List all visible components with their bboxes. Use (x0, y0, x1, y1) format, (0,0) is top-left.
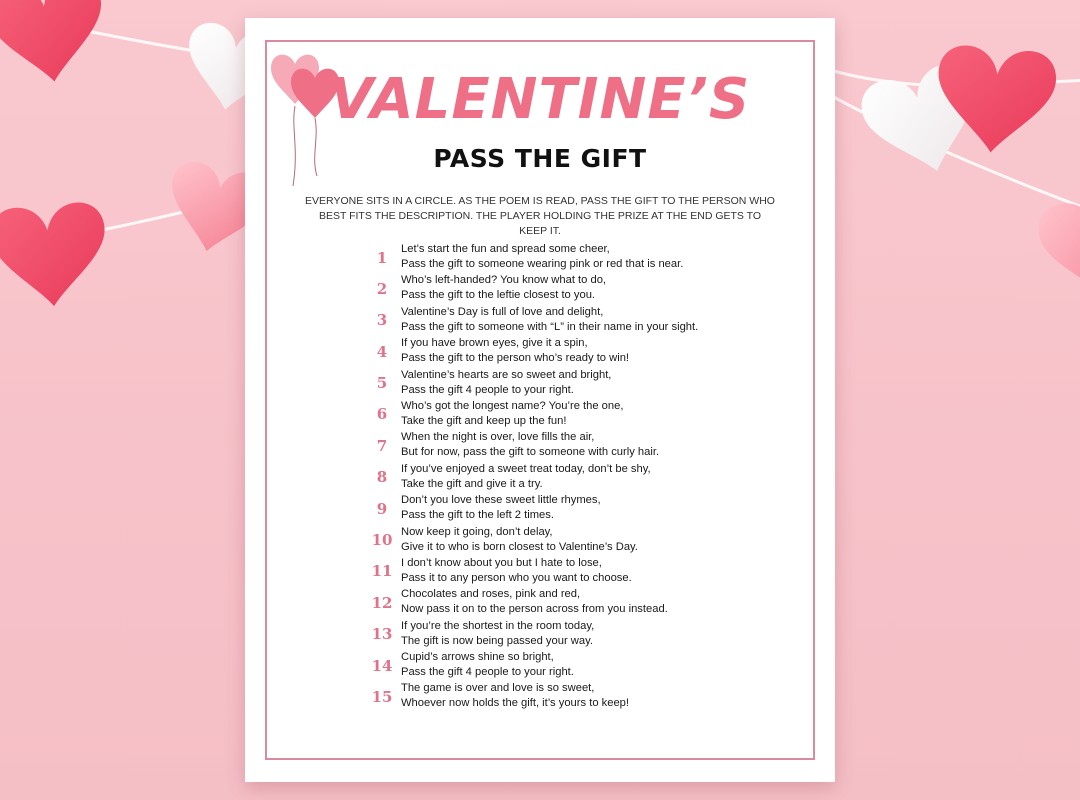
verse-line: Pass the gift to the leftie closest to you. (401, 289, 596, 302)
verse-line: But for now, pass the gift to someone with curly hair. (401, 446, 660, 459)
verse-number: 3 (376, 311, 388, 330)
verse-line: Cupid’s arrows shine so bright, (401, 651, 554, 664)
page-subtitle: PASS THE GIFT (433, 144, 647, 173)
verse-item (373, 242, 813, 273)
verse-line: Pass the gift 4 people to your right. (401, 666, 574, 679)
verse-line: Chocolates and roses, pink and red, (401, 588, 581, 601)
verse-item (373, 399, 813, 430)
instructions-line: BEST FITS THE DESCRIPTION. THE PLAYER HOLDING THE PRIZE AT THE END GETS TO KEEP IT. (318, 210, 762, 237)
verse-line: I don’t know about you but I hate to lose, (401, 556, 602, 569)
verse-item (373, 650, 813, 681)
game-card (245, 18, 835, 782)
verse-number: 1 (376, 248, 388, 267)
verse-number: 7 (376, 436, 388, 455)
verse-line: The game is over and love is so sweet, (401, 682, 595, 695)
verse-item (373, 305, 813, 336)
verse-line: If you’ve enjoyed a sweet treat today, don’t be shy, (401, 462, 651, 475)
verse-line: Pass the gift 4 people to your right. (401, 383, 574, 396)
verse-item (373, 681, 813, 712)
verse-line: Pass the gift to someone wearing pink or red that is near. (401, 258, 684, 270)
verse-line: Valentine’s Day is full of love and delight, (401, 305, 604, 318)
verse-line: The gift is now being passed your way. (401, 634, 593, 647)
verse-number: 15 (371, 687, 393, 706)
verse-item (373, 462, 813, 493)
verse-number: 5 (376, 374, 388, 393)
verse-line: Let’s start the fun and spread some cheer, (401, 243, 610, 255)
verse-line: Take the gift and keep up the fun! (401, 414, 567, 427)
verse-item (373, 336, 813, 367)
verse-number: 6 (376, 405, 388, 424)
page-title: VALENTINE’S (329, 67, 751, 132)
verse-line: Now keep it going, don’t delay, (401, 525, 553, 538)
verse-item (373, 525, 813, 556)
verse-line: Pass the gift to the person who’s ready to win! (401, 352, 630, 365)
instructions (305, 194, 775, 239)
verse-line: If you have brown eyes, give it a spin, (401, 337, 588, 350)
verse-number: 4 (376, 342, 388, 361)
verse-line: Pass the gift to someone with “L” in their name in your sight. (401, 320, 699, 333)
verse-list (373, 242, 813, 713)
verse-number: 2 (376, 279, 388, 298)
verse-line: If you’re the shortest in the room today, (401, 619, 595, 632)
verse-number: 8 (376, 468, 388, 487)
verse-item (373, 430, 813, 461)
verse-line: Give it to who is born closest to Valentine’s Day. (401, 540, 638, 553)
verse-line: Now pass it on to the person across from you instead. (401, 603, 668, 616)
verse-line: When the night is over, love fills the air, (401, 431, 595, 444)
verse-line: Who’s got the longest name? You’re the one, (401, 399, 624, 412)
verse-item (373, 493, 813, 524)
verse-line: Valentine’s hearts are so sweet and bright, (401, 368, 612, 381)
verse-number: 9 (376, 499, 388, 518)
verse-item (373, 556, 813, 587)
verse-item (373, 587, 813, 618)
verse-number: 13 (371, 625, 393, 644)
heart-icon (0, 200, 111, 311)
heart-icon (0, 0, 111, 89)
verse-number: 11 (371, 562, 393, 581)
verse-item (373, 273, 813, 304)
verse-number: 14 (371, 656, 393, 675)
heart-icon (1034, 188, 1080, 308)
verse-line: Whoever now holds the gift, it’s yours to keep! (401, 697, 630, 710)
verse-number: 10 (371, 531, 393, 550)
verse-number: 12 (371, 593, 393, 612)
verse-line: Take the gift and give it a try. (401, 477, 543, 490)
instructions-line: EVERYONE SITS IN A CIRCLE. AS THE POEM IS READ, PASS THE GIFT TO THE PERSON WHO (305, 195, 775, 207)
verse-item (373, 619, 813, 650)
verse-line: Who’s left-handed? You know what to do, (401, 274, 607, 287)
verse-line: Don’t you love these sweet little rhymes, (401, 494, 601, 507)
verse-item (373, 368, 813, 399)
verse-line: Pass it to any person who you want to choose. (401, 571, 632, 584)
verse-line: Pass the gift to the left 2 times. (401, 509, 554, 522)
